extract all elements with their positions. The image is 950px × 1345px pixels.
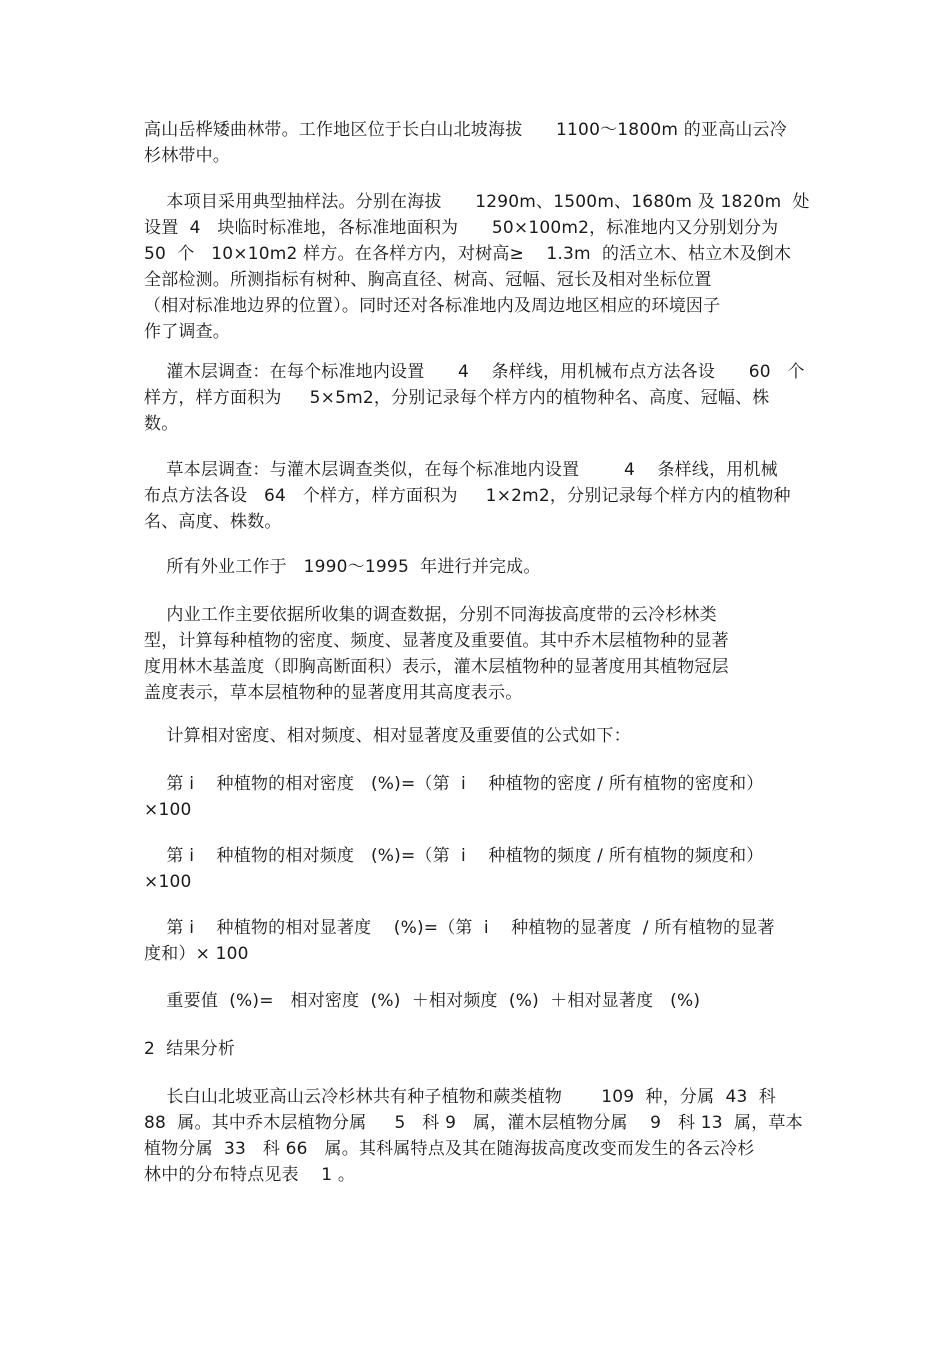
text-line: 度和）× 100 xyxy=(144,944,249,964)
paragraph-formula-intro xyxy=(144,723,814,749)
paragraph-indoor-work xyxy=(144,602,814,706)
formula-importance-value xyxy=(144,988,814,1014)
paragraph-herb-survey xyxy=(144,457,814,535)
section-title: 2 结果分析 xyxy=(144,1039,236,1059)
text-line: 盖度表示，草本层植物种的显著度用其高度表示。 xyxy=(144,683,523,703)
text-line: 第 i 种植物的相对频度 (%)=（第 i 种植物的频度 / 所有植物的频度和） xyxy=(144,846,764,866)
text-line: 设置 4 块临时标准地，各标准地面积为 50×100m2，标准地内又分别划分为 xyxy=(144,218,779,238)
text-line: ×100 xyxy=(144,872,192,892)
section-heading-results xyxy=(144,1036,814,1062)
text-line: 灌木层调查：在每个标准地内设置 4 条样线，用机械布点方法各设 60 个 xyxy=(144,362,805,382)
paragraph-shrub-survey xyxy=(144,359,814,437)
text-line: 50 个 10×10m2 样方。在各样方内，对树高≥ 1.3m 的活立木、枯立木及倒木 xyxy=(144,244,792,264)
text-line: 杉林带中。 xyxy=(144,146,230,166)
paragraph-fieldwork-period xyxy=(144,554,814,580)
text-line: 样方，样方面积为 5×5m2，分别记录每个样方内的植物种名、高度、冠幅、株 xyxy=(144,388,770,408)
text-line: 第 i 种植物的相对显著度 (%)=（第 i 种植物的显著度 / 所有植物的显著 xyxy=(144,918,775,938)
text-line: 计算相对密度、相对频度、相对显著度及重要值的公式如下： xyxy=(144,726,631,746)
text-line: 第 i 种植物的相对密度 (%)=（第 i 种植物的密度 / 所有植物的密度和） xyxy=(144,774,764,794)
text-line: 内业工作主要依据所收集的调查数据，分别不同海拔高度带的云冷杉林类 xyxy=(144,605,717,625)
text-line: 名、高度、株数。 xyxy=(144,512,282,532)
text-line: ×100 xyxy=(144,800,192,820)
text-line: 所有外业工作于 1990～1995 年进行并完成。 xyxy=(144,557,541,577)
paragraph-sampling-method xyxy=(144,189,814,345)
text-line: 林中的分布特点见表 1 。 xyxy=(144,1165,356,1185)
formula-relative-frequency xyxy=(144,843,814,895)
text-line: 草本层调查：与灌木层调查类似，在每个标准地内设置 4 条样线，用机械 xyxy=(144,460,778,480)
paragraph-results xyxy=(144,1084,814,1188)
paragraph-intro-continuation xyxy=(144,117,814,169)
text-line: 88 属。其中乔木层植物分属 5 科 9 属，灌木层植物分属 9 科 13 属，草本 xyxy=(144,1113,803,1133)
text-line: 度用林木基盖度（即胸高断面积）表示，灌木层植物种的显著度用其植物冠层 xyxy=(144,657,729,677)
text-line: （相对标准地边界的位置）。同时还对各标准地内及周边地区相应的环境因子 xyxy=(144,296,721,316)
text-line: 植物分属 33 科 66 属。其科属特点及其在随海拔高度改变而发生的各云冷杉 xyxy=(144,1139,755,1159)
text-line: 布点方法各设 64 个样方，样方面积为 1×2m2，分别记录每个样方内的植物种 xyxy=(144,486,791,506)
text-line: 全部检测。所测指标有树种、胸高直径、树高、冠幅、冠长及相对坐标位置 xyxy=(144,270,712,290)
text-line: 型，计算每种植物的密度、频度、显著度及重要值。其中乔木层植物种的显著 xyxy=(144,631,729,651)
text-line: 本项目采用典型抽样法。分别在海拔 1290m、1500m、1680m 及 1820m 处 xyxy=(144,192,810,212)
formula-relative-density xyxy=(144,771,814,823)
text-line: 作了调查。 xyxy=(144,322,230,342)
text-line: 长白山北坡亚高山云冷杉林共有种子植物和蕨类植物 109 种，分属 43 科 xyxy=(144,1087,776,1107)
text-line: 数。 xyxy=(144,414,179,434)
text-line: 重要值 (%)= 相对密度 (%) ＋相对频度 (%) ＋相对显著度 (%) xyxy=(144,991,701,1011)
text-line: 高山岳桦矮曲林带。工作地区位于长白山北坡海拔 1100～1800m 的亚高山云冷 xyxy=(144,120,787,140)
formula-relative-dominance xyxy=(144,915,814,967)
